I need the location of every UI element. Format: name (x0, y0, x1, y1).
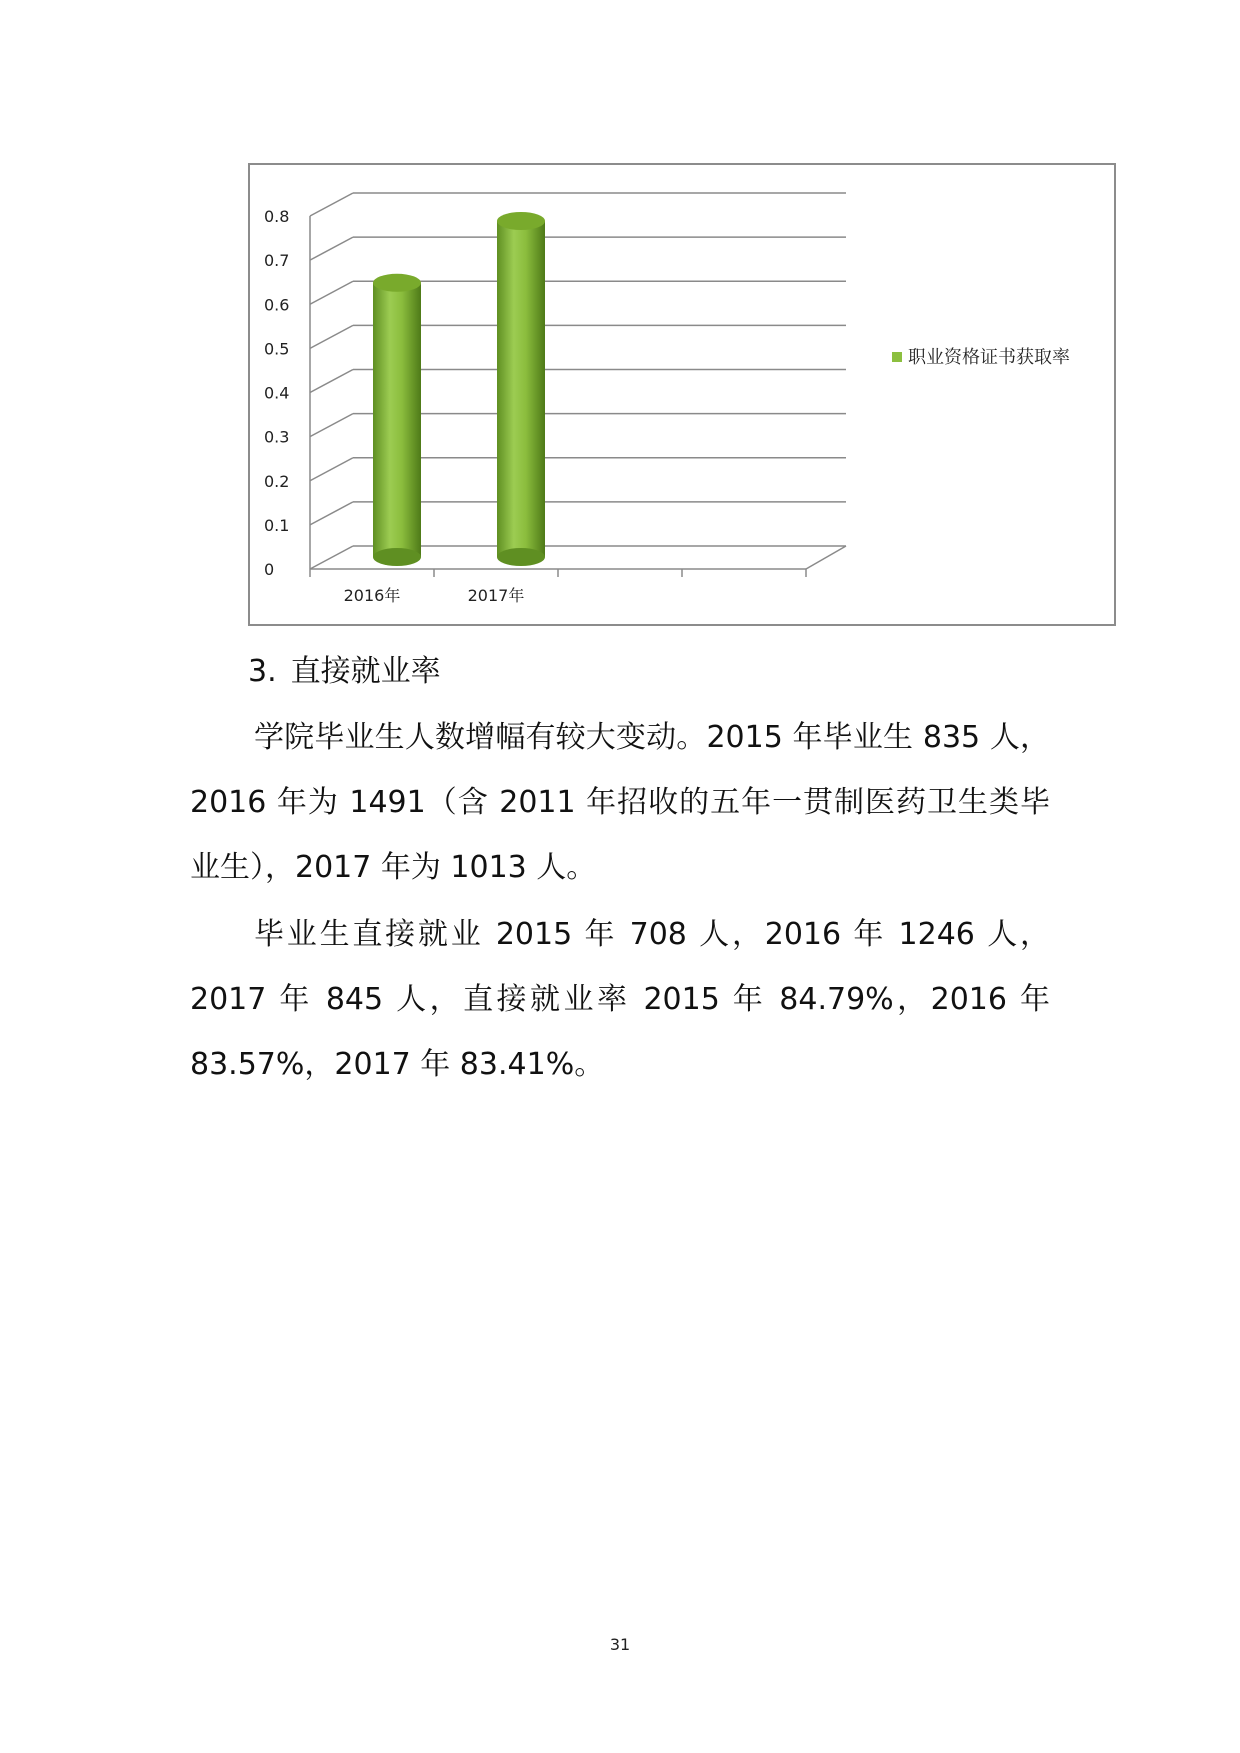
bar-base (497, 548, 545, 566)
paragraph (190, 705, 1050, 900)
gridline-side (310, 414, 353, 437)
bar-body (497, 221, 545, 557)
paragraph (190, 902, 1050, 1097)
chart-frame (248, 163, 1116, 626)
gridline-side (310, 458, 353, 481)
gridline-side (310, 502, 353, 525)
y-tick-label: 0.6 (264, 295, 290, 315)
bar-top (373, 274, 421, 292)
page-number: 31 (609, 1635, 631, 1654)
section-title: 直接就业率 (290, 654, 441, 689)
legend-label: 职业资格证书获取率 (908, 347, 1070, 368)
y-tick-label: 0.7 (264, 251, 290, 271)
paragraph-text-2: 毕业生直接就业 2015 年 708 人，2016 年 1246 人，2017 年 845 人，直接就业率 2015 年 84.79%，2016 年 83.57%，2017 年 83.41%。 (190, 917, 1050, 1082)
y-tick-label: 0.2 (264, 471, 290, 491)
section-number: 3. (248, 654, 277, 689)
y-tick-label: 0.5 (264, 339, 290, 359)
floor-right-edge (806, 546, 846, 569)
paragraph-text-1: 学院毕业生人数增幅有较大变动。2015 年毕业生 835 人，2016 年为 1491（含 2011 年招收的五年一贯制医药卫生类毕业生），2017 年为 1013 人。 (190, 720, 1050, 885)
gridline-side (310, 237, 353, 260)
section-heading (248, 650, 441, 694)
bar-chart (250, 165, 1114, 624)
y-tick-label: 0 (264, 560, 275, 579)
gridline-side (310, 193, 353, 216)
x-tick-label: 2017年 (467, 586, 525, 605)
legend-swatch (892, 352, 902, 362)
gridline-side (310, 281, 353, 304)
y-tick-label: 0.1 (264, 515, 290, 535)
bar-body (373, 283, 421, 557)
y-tick-label: 0.8 (264, 207, 290, 226)
x-tick-label: 2016年 (343, 586, 401, 605)
bar-top (497, 212, 545, 230)
bar-base (373, 548, 421, 566)
gridline-side (310, 370, 353, 393)
y-tick-label: 0.3 (264, 427, 290, 447)
y-tick-label: 0.4 (264, 383, 290, 403)
gridline-side (310, 546, 353, 569)
gridline-side (310, 325, 353, 348)
